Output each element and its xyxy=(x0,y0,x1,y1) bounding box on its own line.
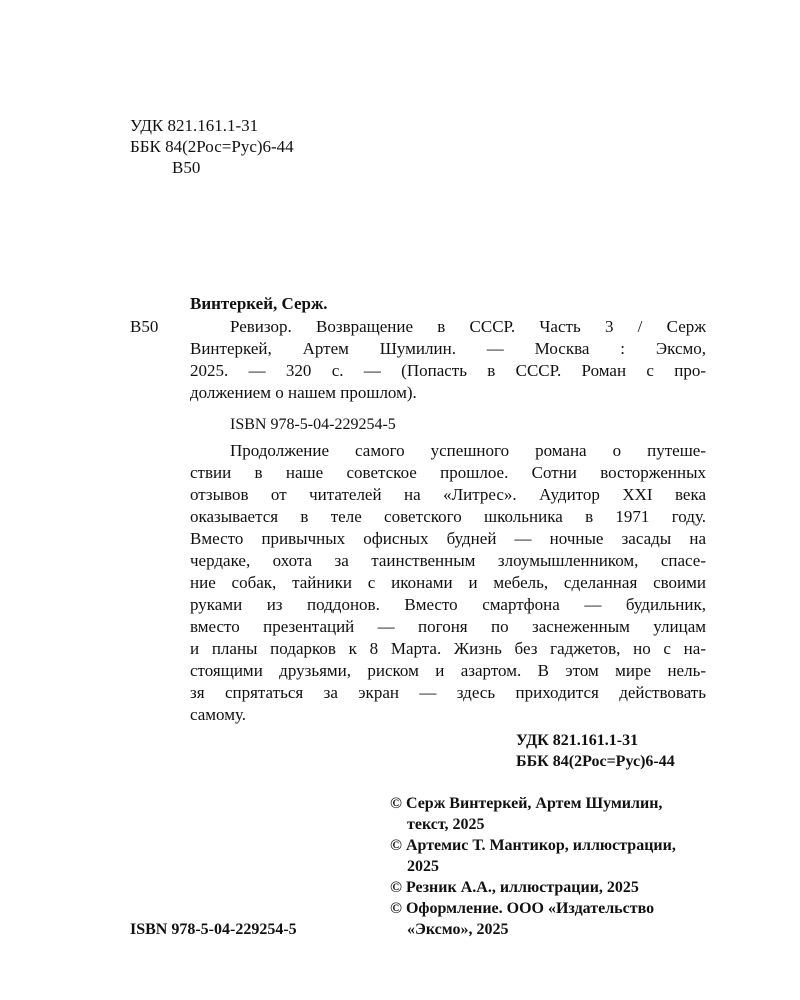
annotation-line: Продолжение самого успешного романа о путеше- xyxy=(230,441,706,460)
annotation-line: и планы подарков к 8 Марта. Жизнь без гаджетов, но с на- xyxy=(190,639,706,658)
copyright-line: © Резник А.А., иллюстрации, 2025 xyxy=(390,879,639,896)
description-line: Винтеркей, Артем Шумилин. — Москва : Эксмо, xyxy=(190,339,706,358)
annotation-line: ствии в наше советское прошлое. Сотни восторженных xyxy=(190,463,706,482)
annotation-line: руками из поддонов. Вместо смартфона — будильник, xyxy=(190,595,706,614)
annotation-line: зя спрятаться за экран — здесь приходится действовать xyxy=(190,683,706,702)
annotation-line: отзывов от читателей на «Литрес». Аудитор XXI века xyxy=(190,485,706,504)
annotation-line: Вместо привычных офисных будней — ночные засады на xyxy=(190,529,706,548)
annotation-line: чердаке, охота за таинственным злоумышленником, спасе- xyxy=(190,551,706,570)
author-heading: Винтеркей, Серж. xyxy=(190,294,328,313)
copyright-line: © Артемис Т. Мантикор, иллюстрации, xyxy=(390,837,676,854)
annotation-line: оказывается в теле советского школьника в 1971 году. xyxy=(190,507,706,526)
annotation-line: ние собак, тайники с иконами и мебель, сделанная своими xyxy=(190,573,706,592)
isbn-entry: ISBN 978-5-04-229254-5 xyxy=(230,416,396,433)
description-line: Ревизор. Возвращение в СССР. Часть 3 / Серж xyxy=(230,317,706,336)
annotation-line: вместо презентаций — погоня по заснеженным улицам xyxy=(190,617,706,636)
copyright-line: «Эксмо», 2025 xyxy=(407,921,509,938)
bbk-code-top: ББК 84(2Рос=Рус)6-44 xyxy=(130,137,294,156)
copyright-line: 2025 xyxy=(407,858,439,875)
author-index-top: В50 xyxy=(172,158,201,177)
udk-code-top: УДК 821.161.1-31 xyxy=(130,116,259,135)
annotation-line: стоящими друзьями, риском и азартом. В этом мире нель- xyxy=(190,661,706,680)
description-line: 2025. — 320 с. — (Попасть в СССР. Роман с про- xyxy=(190,361,706,380)
author-index: В50 xyxy=(130,317,159,336)
isbn-bottom: ISBN 978-5-04-229254-5 xyxy=(130,921,297,938)
copyright-line: текст, 2025 xyxy=(407,816,485,833)
bbk-code-bottom: ББК 84(2Рос=Рус)6-44 xyxy=(516,753,675,770)
description-line: должением о нашем прошлом). xyxy=(190,383,417,402)
annotation-line: самому. xyxy=(190,705,247,724)
copyright-line: © Серж Винтеркей, Артем Шумилин, xyxy=(390,795,663,812)
copyright-line: © Оформление. ООО «Издательство xyxy=(390,900,655,917)
udk-code-bottom: УДК 821.161.1-31 xyxy=(516,732,639,749)
